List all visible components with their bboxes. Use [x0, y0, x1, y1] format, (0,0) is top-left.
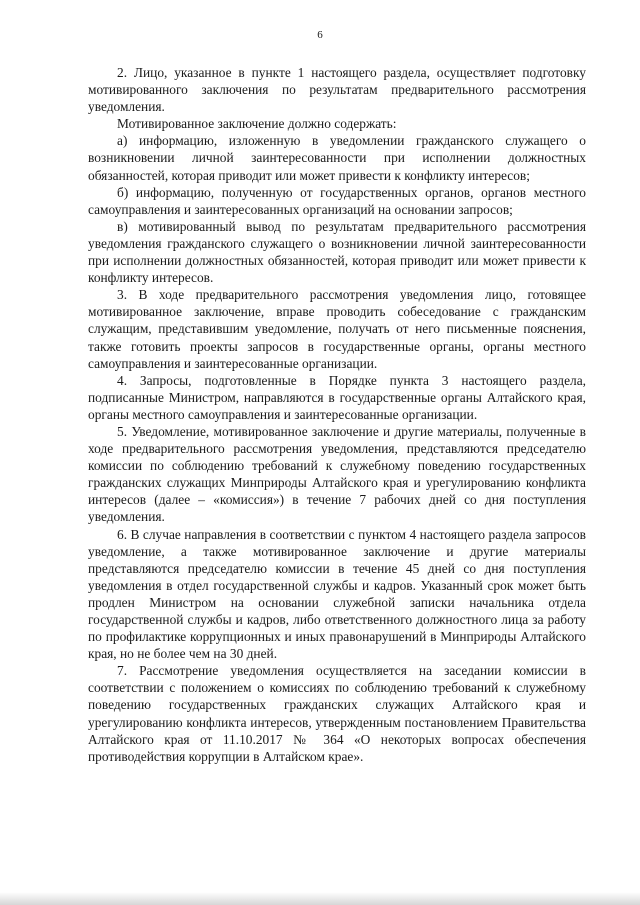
paragraph-5: 5. Уведомление, мотивированное заключение и другие материалы, полученные в ходе предварительного рассмотрения уведомления, представляются председателю комиссии по соблюдению требований к служебному поведению государственных гражданских служащих Минприроды Алтайского края и урегулированию конфликта интересов (далее – «комиссия») в течение 7 рабочих дней со дня поступления уведомления.	[88, 423, 586, 525]
paragraph-item-v: в) мотивированный вывод по результатам предварительного рассмотрения уведомления гражданского служащего о возникновении личной заинтересованности при исполнении должностных обязанностей, которая приводит или может привести к конфликту интересов.	[88, 218, 586, 286]
paragraph-4: 4. Запросы, подготовленные в Порядке пункта 3 настоящего раздела, подписанные Министром, направляются в государственные органы Алтайского края, органы местного самоуправления и заинтересованные организации.	[88, 372, 586, 422]
paragraph-item-b: б) информацию, полученную от государственных органов, органов местного самоуправления и заинтересованных организаций на основании запросов;	[88, 184, 586, 217]
paragraph-contents-heading: Мотивированное заключение должно содержать:	[117, 116, 397, 132]
paragraph-3: 3. В ходе предварительного рассмотрения уведомления лицо, готовящее мотивированное заключение, вправе проводить собеседование с гражданским служащим, представившим уведомление, получать от него письменные пояснения, также готовить проекты запросов в государственные органы, органы местного самоуправления и заинтересованные организации.	[88, 287, 586, 371]
paragraph-6: 6. В случае направления в соответствии с пунктом 4 настоящего раздела запросов уведомление, а также мотивированное заключение и другие материалы представляются председателю комиссии в течение 45 дней со дня поступления уведомления в отдел государственной службы и кадров. Указанный срок может быть продлен Министром на основании служебной записки начальника отдела государственной службы и кадров, либо ответственного должностного лица за работу по профилактике коррупционных и иных правонарушений в Минприроды Алтайского края, но не более чем на 30 дней.	[88, 526, 586, 662]
document-body	[88, 64, 586, 765]
paragraph-item-a: а) информацию, изложенную в уведомлении гражданского служащего о возникновении личной заинтересованности при исполнении должностных обязанностей, которая приводит или может привести к конфликту интересов;	[88, 133, 586, 183]
page-number: 6	[317, 29, 323, 41]
paragraph-7: 7. Рассмотрение уведомления осуществляется на заседании комиссии в соответствии с положением о комиссиях по соблюдению требований к служебному поведению государственных гражданских служащих Алтайского края и урегулированию конфликта интересов, утвержденным постановлением Правительства Алтайского края от 11.10.2017 № 364 «О некоторых вопросах обеспечения противодействия коррупции в Алтайском крае».	[88, 663, 586, 764]
scan-bottom-edge	[0, 892, 640, 905]
paragraph-2-intro: 2. Лицо, указанное в пункте 1 настоящего раздела, осуществляет подготовку мотивированного заключения по результатам предварительного рассмотрения уведомления.	[88, 65, 586, 115]
